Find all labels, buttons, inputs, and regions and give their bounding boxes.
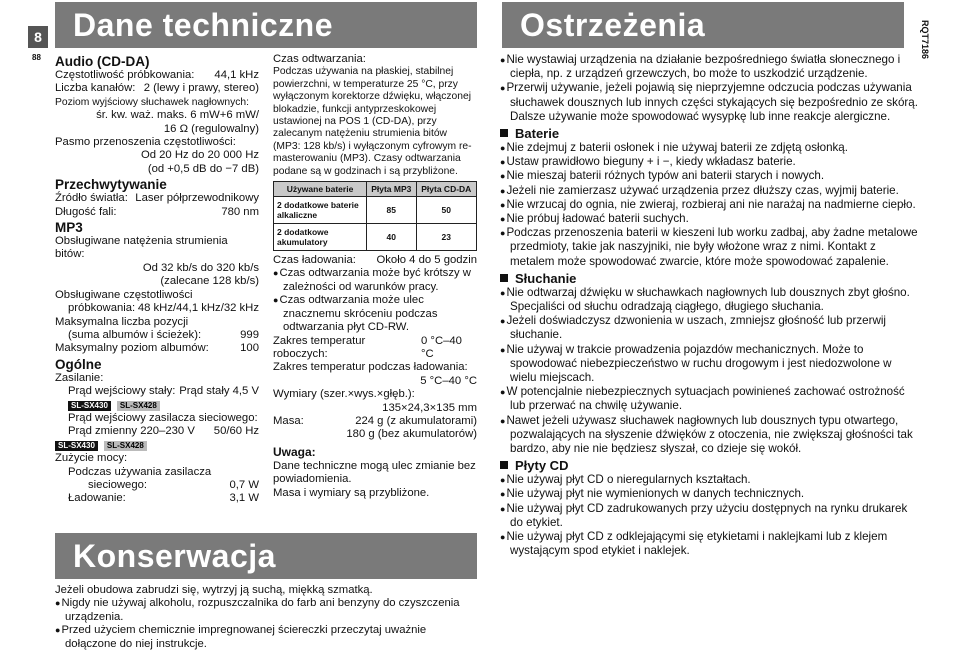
spec-label: Czas ładowania: — [273, 254, 356, 267]
spec-value: 135×24,3×135 mm — [382, 401, 477, 414]
warning-item: ● Przerwij używanie, jeżeli pojawią się nieprzyjemne odczucia podczas używania słuchawek dousznych lub innych części stykających się bezpośrednio ze skórą. Dalsze używanie może spowodować wysypkę lub inne reakcje alergiczne. — [500, 81, 920, 124]
note-item: ● Czas odtwarzania może być krótszy w zależności od warunków pracy. — [273, 267, 477, 294]
spec-label: Maksymalny poziom albumów: — [55, 342, 209, 355]
spec-label: Prąd wejściowy zasilacza sieciowego: — [68, 411, 258, 424]
playtime-conditions: Podczas używania na płaskiej, stabilnej powierzchni, w temperaturze 25 °C, przy wyłączonym korektorze dźwięku, włączonej blokadzie, funkcji antyprzeskokowej ustawionej na POS 1 (CD-DA), przy zalecanym natężeniu strumienia bitów (MP3: 128 kb/s) i wyłączonym cyfrowym re-masterowaniu (MP3). Czasy odtwarzania podane są w godzinach i są przybliżone. — [273, 66, 472, 177]
square-bullet-icon — [500, 129, 508, 137]
table-header-row — [274, 182, 477, 197]
warnings-column — [500, 53, 920, 559]
section-heading-batteries — [500, 126, 920, 141]
warning-item: ● Nawet jeżeli używasz słuchawek nagłownych lub dousznych typu otwartego, pozwalających na słyszenie dźwięków z otoczenia, nie zwiększaj głośności tak bardzo, aby nie nie będziesz słyszał, co dzieje się wokół. — [500, 414, 920, 457]
table-row — [274, 197, 477, 224]
section-heading-text: Baterie — [515, 126, 560, 142]
section-heading-cds — [500, 458, 920, 473]
spec-value: 2 (lewy i prawy, stereo) — [143, 82, 259, 95]
warning-item: ● Nie próbuj ładować baterii suchych. — [500, 212, 920, 226]
table-cell: 2 dodatkowe baterie alkaliczne — [274, 197, 367, 224]
spec-label: Masa: — [273, 414, 304, 427]
spec-label: sieciowego: — [88, 478, 148, 491]
section-heading-text: Słuchanie — [515, 270, 577, 286]
spec-value: 0 °C–40 °C — [421, 334, 462, 360]
section-heading-audio: Audio (CD-DA) — [55, 54, 150, 69]
spec-label: Źródło światła: — [55, 192, 128, 205]
spec-value: Laser półprzewodnikowy — [135, 192, 259, 205]
warning-item: ● W potencjalnie niebezpiecznych sytuacjach powinieneś zachować ostrożność lub przerwać na chwilę używanie. — [500, 385, 920, 413]
spec-label: (suma albumów i ścieżek): — [68, 328, 202, 341]
spec-value: Prąd stały 4,5 V — [179, 385, 259, 398]
spec-value: 180 g (bez akumulatorów) — [346, 428, 477, 441]
warning-item: ● Nie używaj płyt CD zadrukowanych przy użyciu dostępnych na rynku drukarek do etykiet. — [500, 502, 920, 530]
model-badge: SL-SX430 — [68, 401, 111, 411]
spec-value: 780 nm — [221, 205, 259, 218]
table-cell: 50 — [416, 197, 476, 224]
table-header: Używane baterie — [274, 182, 367, 197]
banner-maintenance: Konserwacja — [55, 533, 477, 579]
note-heading: Uwaga: — [273, 444, 316, 459]
model-badge: SL-SX430 — [55, 441, 98, 451]
page-code: 88 — [32, 53, 41, 62]
table-header: Płyta CD-DA — [416, 182, 476, 197]
spec-row — [273, 254, 477, 267]
section-heading-text: Płyty CD — [515, 458, 569, 474]
maintenance-item: ● Przed użyciem chemicznie impregnowanej ściereczki przeczytaj uważnie dołączone do niej instrukcje. — [55, 624, 470, 651]
table-header: Płyta MP3 — [367, 182, 417, 197]
warning-item: ● Jeżeli nie zamierzasz używać urządzenia przez dłuższy czas, wyjmij baterie. — [500, 184, 920, 198]
spec-column-2 — [273, 53, 477, 500]
spec-column-1 — [55, 53, 259, 506]
model-badge: SL-SX428 — [104, 441, 147, 451]
section-heading-mp3: MP3 — [55, 220, 83, 236]
spec-label: Ładowanie: — [68, 492, 126, 505]
spec-row — [55, 302, 259, 315]
spec-label: Zasilanie: — [55, 371, 104, 384]
spec-value: (zalecane 128 kb/s) — [160, 275, 259, 288]
spec-label: Zakres temperatur roboczych: — [273, 334, 366, 360]
table-cell: 23 — [416, 224, 476, 251]
warning-item: ● Nie mieszaj baterii różnych typów ani baterii starych i nowych. — [500, 169, 920, 183]
spec-value: Około 4 do 5 godzin — [376, 254, 477, 267]
maintenance-text — [55, 584, 470, 651]
spec-value: 48 kHz/44,1 kHz/32 kHz — [137, 302, 259, 315]
spec-row — [55, 82, 259, 95]
warning-item: ● Nie wystawiaj urządzenia na działanie bezpośredniego światła słonecznego i ciepła, np. z urządzeń grzewczych, bo może to uszkodzić urządzenie. — [500, 53, 920, 81]
battery-life-table — [273, 181, 477, 251]
spec-row — [55, 479, 259, 492]
spec-row — [273, 415, 477, 428]
note-line: Dane techniczne mogą ulec zmianie bez powiadomienia. — [273, 459, 476, 486]
spec-value: 44,1 kHz — [214, 69, 259, 81]
spec-label: Pasmo przenoszenia częstotliwości: — [55, 136, 236, 149]
spec-value: Od 20 Hz do 20 000 Hz — [140, 149, 259, 162]
spec-label: Zakres temperatur podczas ładowania: — [273, 361, 468, 374]
warning-item: ● Nie wrzucaj do ognia, nie zwieraj, rozbieraj ani nie narażaj na nadmierne ciepło. — [500, 198, 920, 212]
warning-item: ● Podczas przenoszenia baterii w kieszeni lub worku zadbaj, aby żadne metalowe przedmioty, takie jak naszyjniki, nie były włożone wraz z nimi. Kontakt z metalem może spowodować zwarcie, które może spowodować zapalenie. — [500, 226, 920, 269]
maintenance-intro: Jeżeli obudowa zabrudzi się, wytrzyj ją suchą, miękką szmatką. — [55, 584, 373, 596]
banner-technical-data: Dane techniczne — [55, 2, 477, 48]
spec-row — [55, 329, 259, 342]
square-bullet-icon — [500, 274, 508, 282]
page-number: 8 — [28, 26, 48, 48]
spec-label: Wymiary (szer.×wys.×głęb.): — [273, 388, 415, 401]
section-heading-general: Ogólne — [55, 356, 102, 372]
model-badges — [55, 439, 259, 452]
square-bullet-icon — [500, 461, 508, 469]
spec-value: 50/60 Hz — [213, 425, 259, 438]
warning-item: ● Nie używaj w trakcie prowadzenia pojazdów mechanicznych. Może to spowodować niebezpieczeństwo w ruchu drogowym i jest niedozwolone w wielu miejscach. — [500, 343, 920, 386]
warning-item: ● Nie używaj płyt CD o nieregularnych kształtach. — [500, 473, 920, 487]
spec-row — [55, 385, 259, 398]
spec-row — [55, 425, 259, 438]
spec-label: Obsługiwane częstotliwości — [55, 288, 193, 301]
spec-row — [55, 342, 259, 355]
spec-label: Częstotliwość próbkowania: — [55, 69, 195, 81]
warning-item: ● Ustaw prawidłowo bieguny + i −, kiedy wkładasz baterie. — [500, 155, 920, 169]
spec-value: 100 — [240, 342, 259, 355]
spec-value: 5 °C–40 °C — [420, 374, 477, 387]
spec-label: Prąd wejściowy stały: — [68, 385, 176, 398]
spec-value: 0,7 W — [229, 478, 259, 491]
spec-label: Prąd zmienny 220–230 V — [68, 425, 195, 438]
section-heading-listening — [500, 271, 920, 286]
spec-value: śr. kw. waż. maks. 6 mW+6 mW/ — [96, 109, 259, 122]
spec-label: próbkowania: — [68, 302, 136, 315]
spec-label: Poziom wyjściowy słuchawek nagłownych: — [55, 96, 250, 108]
spec-label: Długość fali: — [55, 205, 117, 218]
table-cell: 2 dodatkowe akumulatory — [274, 224, 367, 251]
spec-value: 999 — [240, 328, 259, 341]
spec-value: 16 Ω (regulowalny) — [163, 122, 259, 135]
spec-row — [55, 206, 259, 219]
spec-label: Zużycie mocy: — [55, 452, 128, 465]
spec-value: Od 32 kb/s do 320 kb/s — [142, 261, 259, 274]
spec-value: 3,1 W — [229, 492, 259, 505]
spec-label: Czas odtwarzania: — [273, 53, 366, 65]
maintenance-item: ● Nigdy nie używaj alkoholu, rozpuszczalnika do farb ani benzyny do czyszczenia urządzenia. — [55, 597, 470, 624]
spec-label: Obsługiwane natężenia strumienia bitów: — [55, 235, 228, 261]
spec-row — [55, 192, 259, 205]
warning-item: ● Nie używaj płyt nie wymienionych w danych technicznych. — [500, 487, 920, 501]
banner-warnings: Ostrzeżenia — [502, 2, 904, 48]
spec-label: Liczba kanałów: — [55, 82, 136, 95]
spec-row — [55, 492, 259, 505]
document-code: RQT7186 — [920, 20, 930, 60]
warning-item: ● Nie używaj płyt CD z odklejającymi się etykietami i naklejkami lub z klejem wystającym spod etykiet i naklejek. — [500, 530, 920, 558]
spec-row — [55, 69, 259, 82]
table-cell: 40 — [367, 224, 417, 251]
spec-label: Podczas używania zasilacza — [68, 465, 212, 478]
model-badges — [55, 399, 259, 412]
table-cell: 85 — [367, 197, 417, 224]
warning-item: ● Nie odtwarzaj dźwięku w słuchawkach nagłownych lub dousznych zbyt głośno. Specjaliści od słuchu odradzają ciągłego, długiego słuchania. — [500, 286, 920, 314]
warning-item: ● Jeżeli doświadczysz dzwonienia w uszach, zmniejsz głośność lub przerwij słuchanie. — [500, 314, 920, 342]
note-line: Masa i wymiary są przybliżone. — [273, 486, 430, 499]
warning-item: ● Nie zdejmuj z baterii osłonek i nie używaj baterii ze zdjętą osłonką. — [500, 141, 920, 155]
spec-label: Maksymalna liczba pozycji — [55, 315, 189, 328]
spec-row — [273, 335, 477, 362]
model-badge: SL-SX428 — [117, 401, 160, 411]
section-heading-pickup: Przechwytywanie — [55, 177, 167, 193]
spec-value: 224 g (z akumulatorami) — [355, 414, 477, 427]
table-row — [274, 224, 477, 251]
note-item: ● Czas odtwarzania może ulec znacznemu skróceniu podczas odtwarzania płyt CD-RW. — [273, 294, 477, 334]
spec-value: (od +0,5 dB do −7 dB) — [147, 162, 259, 175]
